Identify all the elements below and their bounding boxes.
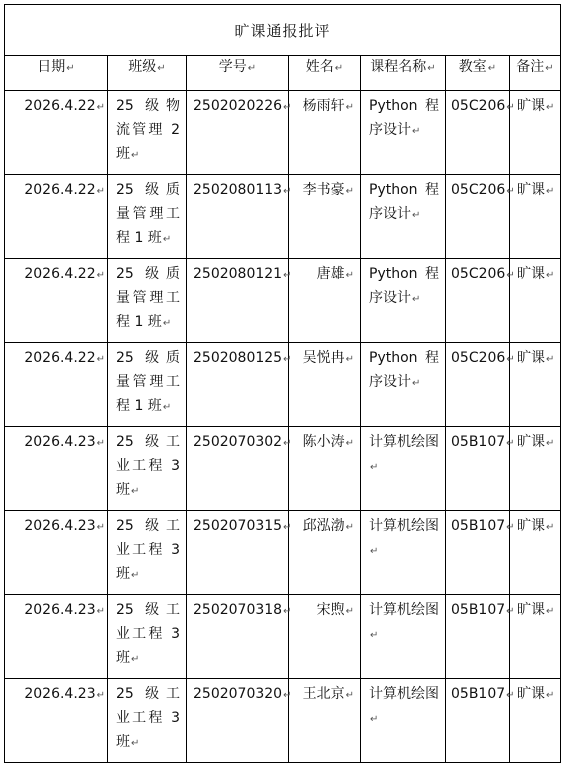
table-row <box>5 343 561 427</box>
cell-date-text: 2026.4.22 <box>24 266 96 282</box>
page-title: 旷课通报批评 <box>234 21 331 40</box>
cell-course-text: Python 程序设计 <box>369 182 439 222</box>
cell-note-text: 旷课 <box>517 350 545 366</box>
cell-note-text: 旷课 <box>517 266 545 282</box>
cell-name-text: 邱泓渤 <box>302 518 345 534</box>
table-title-cell <box>5 5 561 56</box>
cell-student-id-text: 2502070320 <box>193 686 283 702</box>
cell-class: 25 级工业工程 3 班↵ <box>108 679 187 763</box>
cell-class: 25 级工业工程 3 班↵ <box>108 427 187 511</box>
cell-course: 计算机绘图↵ <box>361 595 446 679</box>
col-header-date: 日期↵ <box>5 56 108 91</box>
cell-course: 计算机绘图↵ <box>361 679 446 763</box>
cell-student-id: 2502080121↵ <box>187 259 289 343</box>
cell-student-id-text: 2502080113 <box>193 182 283 198</box>
cell-room: 05B107↵ <box>446 679 510 763</box>
cell-note: 旷课↵ <box>510 259 561 343</box>
cell-student-id-text: 2502070318 <box>193 602 283 618</box>
cell-note: 旷课↵ <box>510 427 561 511</box>
cell-date-text: 2026.4.22 <box>24 350 96 366</box>
cell-note: 旷课↵ <box>510 595 561 679</box>
cell-date: 2026.4.22↵ <box>5 259 108 343</box>
cell-course: Python 程序设计↵ <box>361 91 446 175</box>
cell-class: 25 级物流管理 2 班↵ <box>108 91 187 175</box>
cell-course-text: 计算机绘图 <box>369 686 439 702</box>
cell-date-text: 2026.4.22 <box>24 182 96 198</box>
cell-class-text: 25 级质量管理工程 1 班 <box>116 350 180 414</box>
cell-class-text: 25 级工业工程 3 班 <box>116 434 180 498</box>
cell-name: 李书豪↵ <box>289 175 361 259</box>
cell-course-text: Python 程序设计 <box>369 350 439 390</box>
cell-class-text: 25 级工业工程 3 班 <box>116 602 180 666</box>
header-row <box>5 56 561 91</box>
cell-note-text: 旷课 <box>517 518 545 534</box>
table-row <box>5 595 561 679</box>
cell-student-id: 2502020226↵ <box>187 91 289 175</box>
cell-class: 25 级工业工程 3 班↵ <box>108 511 187 595</box>
cell-course: Python 程序设计↵ <box>361 175 446 259</box>
cell-name: 唐雄↵ <box>289 259 361 343</box>
cell-room-text: 05B107 <box>451 602 506 618</box>
cell-note-text: 旷课 <box>517 434 545 450</box>
cell-note: 旷课↵ <box>510 511 561 595</box>
cell-room: 05C206↵ <box>446 259 510 343</box>
cell-date: 2026.4.23↵ <box>5 679 108 763</box>
cell-student-id-text: 2502070315 <box>193 518 283 534</box>
cell-student-id: 2502070315↵ <box>187 511 289 595</box>
cell-note-text: 旷课 <box>517 182 545 198</box>
cell-date-text: 2026.4.23 <box>24 686 96 702</box>
cell-note-text: 旷课 <box>517 98 545 114</box>
cell-room: 05C206↵ <box>446 175 510 259</box>
cell-course-text: 计算机绘图 <box>369 434 439 450</box>
cell-date: 2026.4.23↵ <box>5 595 108 679</box>
cell-student-id-text: 2502080125 <box>193 350 283 366</box>
cell-name-text: 吴悦冉 <box>302 350 345 366</box>
cell-date-text: 2026.4.22 <box>24 98 96 114</box>
col-header-course: 课程名称↵ <box>361 56 446 91</box>
cell-date: 2026.4.22↵ <box>5 175 108 259</box>
cell-date: 2026.4.22↵ <box>5 343 108 427</box>
cell-date: 2026.4.23↵ <box>5 427 108 511</box>
cell-note: 旷课↵ <box>510 91 561 175</box>
cell-room: 05C206↵ <box>446 343 510 427</box>
cell-room-text: 05B107 <box>451 518 506 534</box>
cell-date-text: 2026.4.23 <box>24 602 96 618</box>
col-header-note: 备注↵ <box>510 56 561 91</box>
cell-name-text: 李书豪 <box>302 182 345 198</box>
cell-student-id: 2502080113↵ <box>187 175 289 259</box>
cell-date: 2026.4.23↵ <box>5 511 108 595</box>
col-header-student-id: 学号↵ <box>187 56 289 91</box>
cell-date: 2026.4.22↵ <box>5 91 108 175</box>
cell-name-text: 唐雄 <box>316 266 345 282</box>
cell-course-text: Python 程序设计 <box>369 98 439 138</box>
cell-class: 25 级工业工程 3 班↵ <box>108 595 187 679</box>
cell-class-text: 25 级工业工程 3 班 <box>116 518 180 582</box>
cell-course-text: 计算机绘图 <box>369 602 439 618</box>
table-row <box>5 91 561 175</box>
col-header-class: 班级↵ <box>108 56 187 91</box>
col-header-name: 姓名↵ <box>289 56 361 91</box>
cell-name-text: 杨雨轩 <box>302 98 345 114</box>
cell-student-id: 2502070320↵ <box>187 679 289 763</box>
cell-student-id: 2502070318↵ <box>187 595 289 679</box>
table-row <box>5 679 561 763</box>
cell-room-text: 05C206 <box>451 266 506 282</box>
cell-course-text: Python 程序设计 <box>369 266 439 306</box>
table-row <box>5 259 561 343</box>
cell-name: 杨雨轩↵ <box>289 91 361 175</box>
cell-class-text: 25 级工业工程 3 班 <box>116 686 180 750</box>
cell-room-text: 05C206 <box>451 182 506 198</box>
cell-course-text: 计算机绘图 <box>369 518 439 534</box>
cell-room: 05B107↵ <box>446 427 510 511</box>
cell-student-id-text: 2502080121 <box>193 266 283 282</box>
absence-table <box>4 4 561 763</box>
cell-class: 25 级质量管理工程 1 班↵ <box>108 343 187 427</box>
cell-class-text: 25 级质量管理工程 1 班 <box>116 182 180 246</box>
cell-course: 计算机绘图↵ <box>361 427 446 511</box>
cell-name-text: 宋煦 <box>316 602 345 618</box>
cell-room: 05B107↵ <box>446 511 510 595</box>
cell-name-text: 陈小涛 <box>302 434 345 450</box>
table-row <box>5 511 561 595</box>
cell-name-text: 王北京 <box>302 686 345 702</box>
cell-date-text: 2026.4.23 <box>24 518 96 534</box>
cell-student-id-text: 2502020226 <box>193 98 283 114</box>
cell-room-text: 05B107 <box>451 686 506 702</box>
cell-class: 25 级质量管理工程 1 班↵ <box>108 259 187 343</box>
cell-student-id-text: 2502070302 <box>193 434 283 450</box>
cell-name: 宋煦↵ <box>289 595 361 679</box>
cell-room-text: 05C206 <box>451 98 506 114</box>
cell-name: 邱泓渤↵ <box>289 511 361 595</box>
cell-note-text: 旷课 <box>517 602 545 618</box>
cell-note-text: 旷课 <box>517 686 545 702</box>
cell-class-text: 25 级质量管理工程 1 班 <box>116 266 180 330</box>
cell-student-id: 2502070302↵ <box>187 427 289 511</box>
cell-class-text: 25 级物流管理 2 班 <box>116 98 180 162</box>
cell-room: 05B107↵ <box>446 595 510 679</box>
cell-course: 计算机绘图↵ <box>361 511 446 595</box>
cell-date-text: 2026.4.23 <box>24 434 96 450</box>
cell-note: 旷课↵ <box>510 175 561 259</box>
cell-room-text: 05C206 <box>451 350 506 366</box>
table-row <box>5 175 561 259</box>
cell-room-text: 05B107 <box>451 434 506 450</box>
cell-note: 旷课↵ <box>510 343 561 427</box>
cell-course: Python 程序设计↵ <box>361 259 446 343</box>
cell-class: 25 级质量管理工程 1 班↵ <box>108 175 187 259</box>
cell-student-id: 2502080125↵ <box>187 343 289 427</box>
table-row <box>5 427 561 511</box>
cell-name: 王北京↵ <box>289 679 361 763</box>
cell-name: 吴悦冉↵ <box>289 343 361 427</box>
cell-room: 05C206↵ <box>446 91 510 175</box>
cell-name: 陈小涛↵ <box>289 427 361 511</box>
cell-course: Python 程序设计↵ <box>361 343 446 427</box>
col-header-room: 教室↵ <box>446 56 510 91</box>
cell-note: 旷课↵ <box>510 679 561 763</box>
